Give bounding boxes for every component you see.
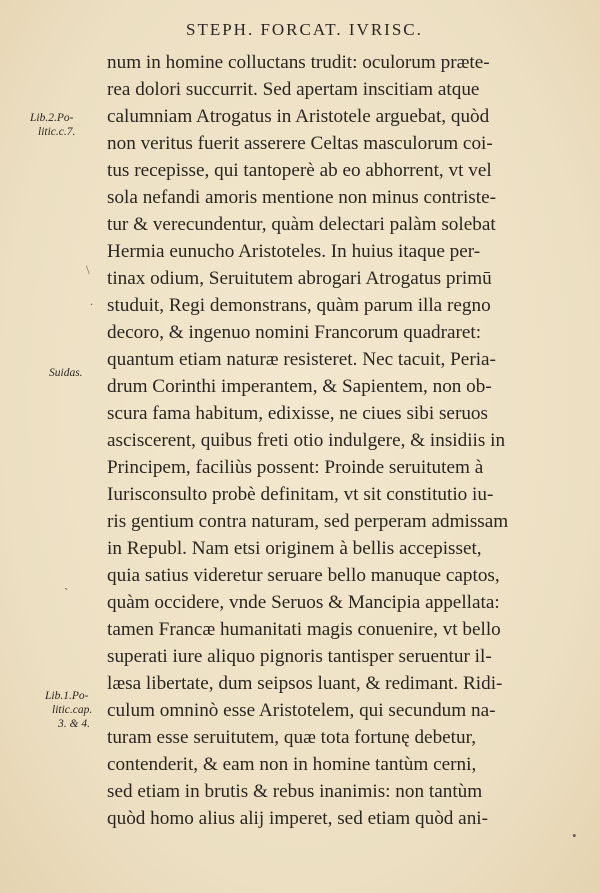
text-line: num in homine colluctans trudit: oculorum præte- — [107, 52, 490, 73]
text-line: tamen Francæ humanitati magis conuenire, vt bello — [107, 619, 501, 640]
text-line: sed etiam in brutis & rebus inanimis: non tantùm — [107, 781, 483, 802]
text-line: non veritus fuerit asserere Celtas masculorum coi- — [107, 133, 493, 154]
ink-mark: • — [572, 828, 577, 843]
ink-mark: . — [90, 293, 94, 308]
text-line: læsa libertate, dum seipsos luant, & redimant. Ridi- — [107, 673, 503, 694]
running-header: STEPH. FORCAT. IVRISC. — [186, 20, 423, 39]
text-line: tinax odium, Seruitutem abrogari Atrogatus primū — [107, 268, 492, 289]
text-line: decoro, & ingenuo nomini Francorum quadraret: — [107, 322, 482, 343]
text-line: Principem, faciliùs possent: Proinde seruitutem à — [107, 457, 484, 478]
margin-note-ref: Lib.2.Po- — [30, 112, 74, 124]
text-line: turam esse seruitutem, quæ tota fortunę debetur, — [107, 727, 477, 748]
text-line: sola nefandi amoris mentione non minus contriste- — [107, 187, 496, 208]
text-line: studuit, Regi demonstrans, quàm parum illa regno — [107, 295, 491, 316]
text-line: in Republ. Nam etsi originem à bellis accepisset, — [107, 538, 482, 559]
text-line: quantum etiam naturæ resisteret. Nec tacuit, Peria- — [107, 349, 496, 370]
margin-note-ref: 3. & 4. — [58, 718, 90, 730]
text-line: drum Corinthi imperantem, & Sapientem, non ob- — [107, 376, 492, 397]
text-line: asciscerent, quibus freti otio indulgere, & insidiis in — [107, 430, 506, 451]
text-line: quia satius videretur seruare bello manuque captos, — [107, 565, 500, 586]
text-line: tus recepisse, qui tantoperè ab eo abhorrent, vt vel — [107, 160, 492, 181]
text-line: Hermia eunucho Aristoteles. In huius itaque per- — [107, 241, 481, 262]
text-line: quòd homo alius alij imperet, sed etiam quòd ani- — [107, 808, 489, 829]
text-line: superati iure aliquo pignoris tantisper seruentur il- — [107, 646, 492, 667]
margin-note-ref: litic.c.7. — [38, 126, 76, 138]
text-line: quàm occidere, vnde Seruos & Mancipia appellata: — [107, 592, 500, 613]
text-line: ris gentium contra naturam, sed perperam admissam — [107, 511, 509, 532]
margin-note-ref: Suidas. — [49, 367, 83, 379]
text-line: rea dolori succurrit. Sed apertam inscitiam atque — [107, 79, 480, 100]
text-line: scura fama habitum, edixisse, ne ciues sibi seruos — [107, 403, 488, 424]
text-line: culum omninò esse Aristotelem, qui secundum na- — [107, 700, 496, 721]
ink-mark: \ — [86, 262, 90, 277]
text-line: calumniam Atrogatus in Aristotele arguebat, quòd — [107, 106, 490, 127]
margin-note-ref: litic.cap. — [52, 704, 93, 716]
ink-mark: ˋ — [64, 585, 69, 600]
text-line: contenderit, & eam non in homine tantùm cerni, — [107, 754, 477, 775]
margin-note-ref: Lib.1.Po- — [45, 690, 89, 702]
text-line: Iurisconsulto probè definitam, vt sit constitutio iu- — [107, 484, 494, 505]
text-line: tur & verecundentur, quàm delectari palàm solebat — [107, 214, 496, 235]
